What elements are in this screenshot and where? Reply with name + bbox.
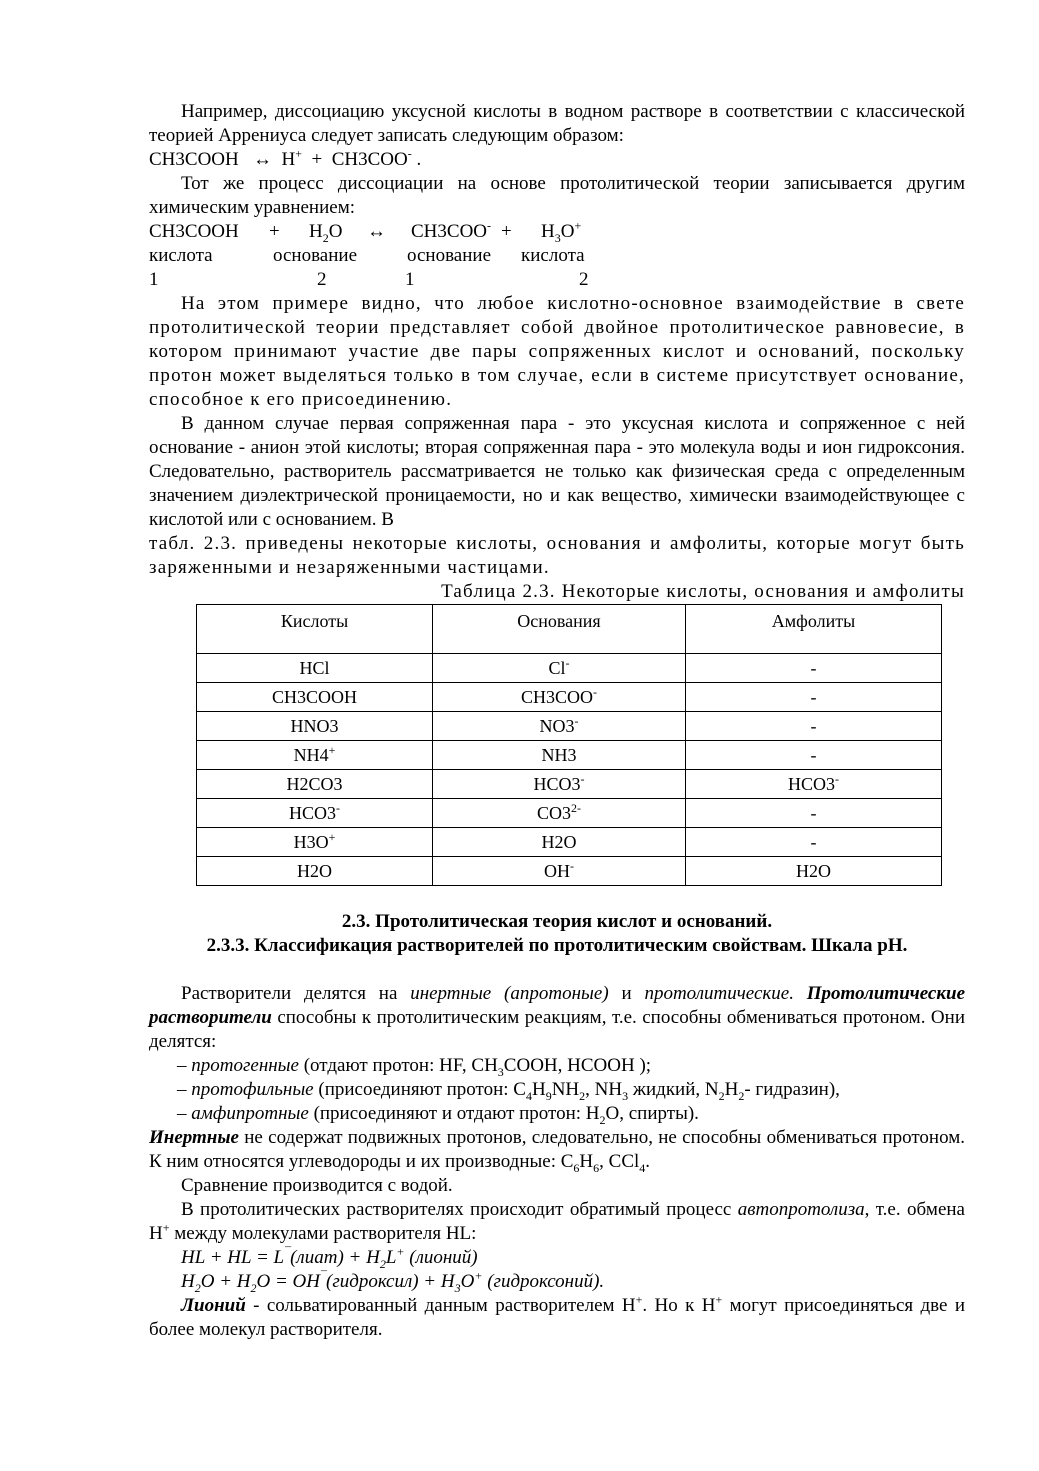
header-ampholytes: Амфолиты <box>686 605 942 654</box>
list-item-amphiprotic: – амфипротные (присоединяют и отдают протон: $H_2O$, спирты). <box>177 1103 699 1127</box>
cell-acid: HCl <box>197 654 433 683</box>
table-header-row <box>197 605 942 654</box>
cell-base: H2O <box>433 828 686 857</box>
cell-acid: H3O+ <box>197 828 433 857</box>
cell-base: $CO3^{2-}$ <box>433 799 686 828</box>
index-3: 1 <box>405 269 415 290</box>
cell-acid: HNO3 <box>197 712 433 741</box>
paragraph-example: На этом примере видно, что любое кислотно-основное взаимодействие в свете протолитической теории представляет собой двойное протолитическое равновесие, в котором принимают участие две пары сопряженных кислот и оснований, поскольку протон может выделяться только в том случае, если в системе присутствует основание, способное к его присоединению. <box>149 293 965 410</box>
paragraph-table-ref: табл. 2.3. приведены некоторые кислоты, основания и амфолиты, которые могут быть заряженными и незаряженными частицами. <box>149 533 965 578</box>
cell-ampholyte: HCO3- <box>686 770 942 799</box>
list-item-protophilic: – протофильные (присоединяют протон: $C_4H_9NH_2$, $NH_3$ жидкий, $N_2H_2-$ гидразин), <box>177 1079 840 1103</box>
paragraph-solvents: Растворители делятся на инертные (апротоные) и протолитические. Протолитические растворители способны к протолитическим реакциям, т.е. способны обмениваться протоном. Они делятся: <box>149 983 965 1052</box>
eq1-left: CH3COOH <box>149 149 239 170</box>
section-heading: 2.3. Протолитическая теория кислот и оснований. <box>341 911 773 932</box>
label-acid-2: кислота <box>521 245 585 266</box>
equation-protolytic <box>149 220 965 244</box>
header-bases: Основания <box>433 605 686 654</box>
eq2-c1: CH3COOH <box>149 221 239 242</box>
eq1-h: H <box>281 149 296 170</box>
cell-base: Cl- <box>433 654 686 683</box>
equation-water: $H_2O + H_2O$ = OH¯(гидроксил) + $H_3O^+$ (гидроксоний). <box>181 1268 605 1295</box>
table-caption: Таблица 2.3. Некоторые кислоты, основания и амфолиты <box>441 581 965 602</box>
paragraph-comparison: Сравнение производится с водой. <box>181 1175 453 1196</box>
table-row <box>197 683 942 712</box>
table-row <box>197 828 942 857</box>
paragraph-conjugate: В данном случае первая сопряженная пара - это уксусная кислота и сопряженное с ней основание - анион этой кислоты; вторая сопряженная пара - это молекула воды и ион гидроксония. Следовательно, растворитель рассматривается не только как физическая среда с определенным значением диэлектрической проницаемости, но и как вещество, химически взаимодействующее с кислотой или с основанием. В <box>149 413 965 530</box>
cell-base: HCO3- <box>433 770 686 799</box>
cell-ampholyte: - <box>686 712 942 741</box>
equation-indices <box>149 268 965 292</box>
equation-lyate: HL + HL = L¯(лиат) + $H_2L^+$ (лионий) <box>181 1244 478 1271</box>
cell-acid: HCO3- <box>197 799 433 828</box>
eq1-right: CH3COO <box>331 149 408 170</box>
cell-acid: NH4+ <box>197 741 433 770</box>
eq1-plus: + <box>311 149 323 170</box>
document-page <box>149 100 965 1342</box>
cell-base: OH- <box>433 857 686 886</box>
cell-base: NH3 <box>433 741 686 770</box>
cell-ampholyte: H2O <box>686 857 942 886</box>
cell-ampholyte: - <box>686 654 942 683</box>
header-acids: Кислоты <box>197 605 433 654</box>
cell-ampholyte: - <box>686 828 942 857</box>
eq2-c3: CH3COO- <box>411 218 492 242</box>
index-1: 1 <box>149 269 159 290</box>
cell-ampholyte: - <box>686 799 942 828</box>
cell-base: NO3- <box>433 712 686 741</box>
paragraph-lyonium: Лионий - сольватированный данным растворителем H+. Но к H+ могут присоединяться две и более молекул растворителя. <box>149 1292 965 1340</box>
eq2-c2: $H_2O$ <box>309 221 343 245</box>
paragraph-inert: Инертные не содержат подвижных протонов, следовательно, не способны обмениваться протоном. К ним относятся углеводороды и их производные: $C_6H_6$, CCl$_4$. <box>149 1127 965 1175</box>
list-item-protogenic: – протогенные (отдают протон: HF, $CH_3COOH$, HCOOH ); <box>177 1055 652 1079</box>
eq2-c4: $H_3O^+$ <box>541 218 582 245</box>
equation-arrhenius: CH3COOH ↔ H+ + CH3COO- . <box>149 146 422 170</box>
eq1-arrow: ↔ <box>252 149 272 170</box>
eq2-plus2: + <box>501 221 512 242</box>
cell-base: CH3COO- <box>433 683 686 712</box>
acids-bases-table <box>196 604 942 886</box>
cell-acid: H2CO3 <box>197 770 433 799</box>
eq2-plus1: + <box>269 221 280 242</box>
index-4: 2 <box>579 269 589 290</box>
label-base-2: основание <box>273 245 357 266</box>
eq1-end: . <box>411 149 422 170</box>
paragraph-protolytic: Тот же процесс диссоциации на основе протолитической теории записывается другим химическим уравнением: <box>149 173 965 218</box>
table-row <box>197 712 942 741</box>
cell-acid: H2O <box>197 857 433 886</box>
subsection-heading: 2.3.3. Классификация растворителей по протолитическим свойствам. Шкала pH. <box>206 935 908 956</box>
table-row <box>197 741 942 770</box>
paragraph-intro: Например, диссоциацию уксусной кислоты в водном растворе в соответствии с классической теорией Аррениуса следует записать следующим образом: <box>149 101 965 146</box>
equation-labels <box>149 244 965 268</box>
table-row <box>197 799 942 828</box>
cell-ampholyte: - <box>686 683 942 712</box>
table-row <box>197 770 942 799</box>
label-base-1: основание <box>407 245 491 266</box>
cell-ampholyte: - <box>686 741 942 770</box>
table-row <box>197 857 942 886</box>
cell-acid: CH3COOH <box>197 683 433 712</box>
paragraph-autoprotolysis: В протолитических растворителях происходит обратимый процесс автопротолиза, т.е. обмена H+ между молекулами растворителя HL: <box>149 1199 965 1244</box>
table-row <box>197 654 942 683</box>
eq2-arrow: ↔ <box>367 221 386 242</box>
index-2: 2 <box>317 269 327 290</box>
label-acid-1: кислота <box>149 245 213 266</box>
